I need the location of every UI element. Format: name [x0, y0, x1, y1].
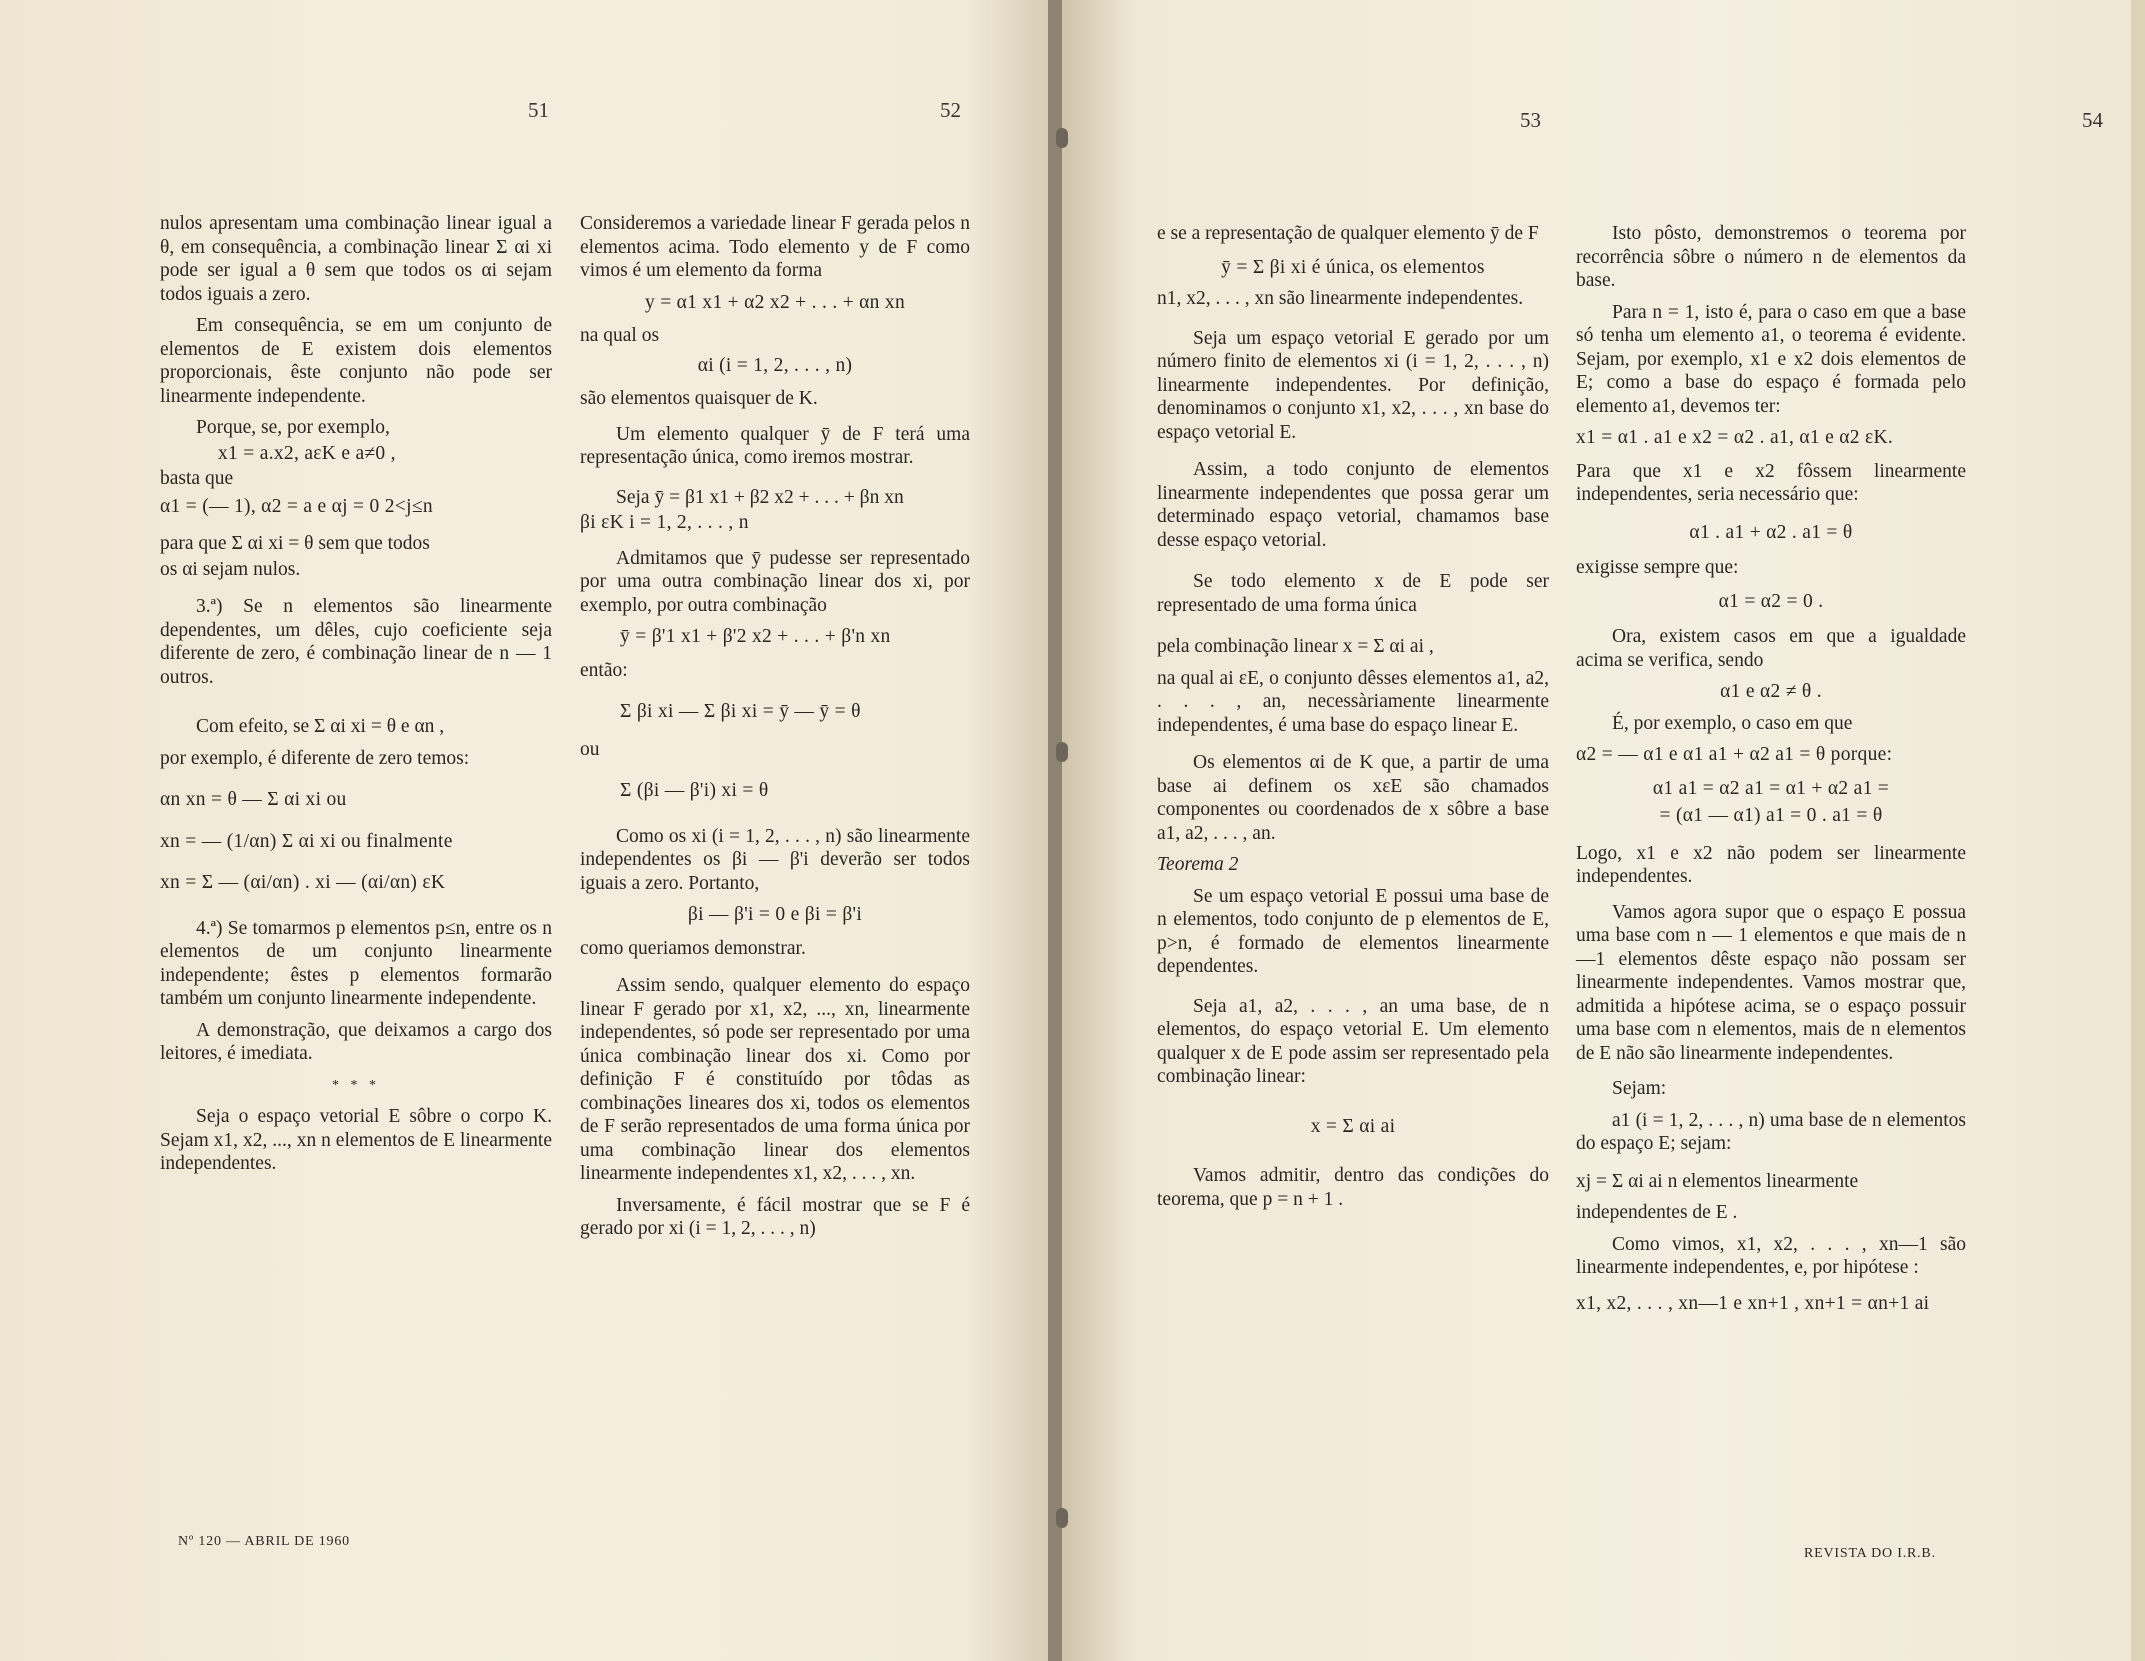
left-page-spread: [0, 0, 1048, 1661]
page-number-52: 52: [940, 98, 961, 122]
theorem-heading: Teorema 2: [1157, 854, 1239, 875]
page-number-53: 53: [1520, 108, 1541, 132]
equation: para que Σ αi xi = θ sem que todos: [160, 533, 430, 554]
paragraph: independentes de E .: [1576, 1202, 1738, 1223]
paragraph: A demonstração, que deixamos a cargo dos leitores, é imediata.: [160, 1019, 552, 1064]
binding-hole: [1056, 128, 1068, 148]
paragraph: a1 (i = 1, 2, . . . , n) uma base de n elementos do espaço E; sejam:: [1576, 1109, 1966, 1154]
column-page-52: [580, 212, 970, 1249]
column-page-54: [1576, 222, 1966, 1325]
column-page-53: [1157, 222, 1549, 1219]
equation: ȳ = Σ βi xi é única, os elementos: [1221, 256, 1485, 278]
footer-issue-date: Nº 120 — ABRIL DE 1960: [178, 1534, 350, 1549]
paragraph: Os elementos αi de K que, a partir de uma base ai definem os xεE são chamados componentes ou coordenados de x sôbre a base a1, a2, . . . , an.: [1157, 752, 1549, 844]
equation: α1 . a1 + α2 . a1 = θ: [1689, 521, 1853, 543]
paragraph: Como os xi (i = 1, 2, . . . , n) são linearmente independentes os βi — β'i deverão ser todos iguais a zero. Portanto,: [580, 825, 970, 894]
paragraph: Inversamente, é fácil mostrar que se F é gerado por xi (i = 1, 2, . . . , n): [580, 1194, 970, 1239]
paragraph: então:: [580, 659, 628, 681]
paragraph: são elementos quaisquer de K.: [580, 388, 818, 409]
equation: xn = Σ — (αi/αn) . xi — (αi/αn) εK: [160, 872, 446, 893]
equation: Seja ȳ = β1 x1 + β2 x2 + . . . + βn xn: [616, 486, 904, 508]
equation: Σ βi xi — Σ βi xi = ȳ — ȳ = θ: [620, 701, 861, 722]
paragraph: ou: [580, 738, 600, 760]
page-number-54: 54: [2082, 108, 2103, 132]
equation: αi (i = 1, 2, . . . , n): [697, 354, 853, 376]
equation: Com efeito, se Σ αi xi = θ e αn ,: [196, 716, 445, 737]
equation: α1 = (— 1), α2 = a e αj = 0 2<j≤n: [160, 495, 433, 517]
paragraph: Como vimos, x1, x2, . . . , xn—1 são linearmente independentes, e, por hipótese :: [1576, 1233, 1966, 1278]
paragraph: 4.ª) Se tomarmos p elementos p≤n, entre os n elementos de um conjunto linearmente independente; êstes p elementos formarão também um conjunto linearmente independente.: [160, 917, 552, 1009]
equation: pela combinação linear x = Σ αi ai ,: [1157, 636, 1434, 657]
right-page-spread: [1062, 0, 2145, 1661]
paragraph: Se um espaço vetorial E possui uma base de n elementos, todo conjunto de p elementos de E, p>n, é formado de elementos linearmente dependentes.: [1157, 885, 1549, 977]
paragraph: como queriamos demonstrar.: [580, 937, 806, 959]
paragraph: n1, x2, . . . , xn são linearmente independentes.: [1157, 288, 1524, 309]
paragraph: Se todo elemento x de E pode ser representado de uma forma única: [1157, 571, 1549, 616]
paragraph: Ora, existem casos em que a igualdade acima se verifica, sendo: [1576, 626, 1966, 671]
equation: α1 = α2 = 0 .: [1718, 590, 1824, 612]
column-page-51: [160, 212, 552, 1184]
paragraph: Vamos agora supor que o espaço E possua uma base com n — 1 elementos e que mais de n—1 elementos dêste espaço não possam ser linearmente independentes. Vamos mostrar que, admitida a hipótese acima, se o espaço possuir uma base com n elementos, mais de n elementos de E não são linearmente independentes.: [1576, 901, 1966, 1064]
paragraph: e se a representação de qualquer elemento ȳ de F: [1157, 223, 1539, 244]
paragraph: basta que: [160, 468, 234, 489]
paragraph: Para n = 1, isto é, para o caso em que a base só tenha um elemento a1, o teorema é evidente. Sejam, por exemplo, x1 e x2 dois elementos de E; como a base do espaço é formada pelo elemento a1, devemos ter:: [1576, 301, 1966, 417]
paragraph: Para que x1 e x2 fôssem linearmente independentes, seria necessário que:: [1576, 460, 1966, 505]
page-number-51: 51: [528, 98, 549, 122]
equation: βi — β'i = 0 e βi = β'i: [687, 904, 863, 925]
equation: α2 = — α1 e α1 a1 + α2 a1 = θ porque:: [1576, 744, 1893, 765]
paragraph: os αi sejam nulos.: [160, 558, 301, 580]
paragraph: Em consequência, se em um conjunto de elementos de E existem dois elementos proporcionais, êste conjunto não pode ser linearmente independente.: [160, 315, 552, 407]
equation: αn xn = θ — Σ αi xi ou: [160, 789, 347, 810]
section-separator: * * *: [332, 1077, 380, 1093]
paragraph: Consideremos a variedade linear F gerada pelos n elementos acima. Todo elemento y de F como vimos é um elemento da forma: [580, 213, 970, 281]
equation: α1 e α2 ≠ θ .: [1720, 681, 1822, 702]
equation: x = Σ αi ai: [1310, 1115, 1396, 1137]
equation: x1 = α1 . a1 e x2 = α2 . a1, α1 e α2 εK.: [1576, 427, 1894, 448]
equation: ȳ = β'1 x1 + β'2 x2 + . . . + β'n xn: [620, 626, 891, 647]
equation: y = α1 x1 + α2 x2 + . . . + αn xn: [644, 291, 906, 313]
binding-hole: [1056, 1508, 1068, 1528]
binding-hole: [1056, 742, 1068, 762]
paragraph: Vamos admitir, dentro das condições do teorema, que p = n + 1 .: [1157, 1165, 1549, 1210]
footer-journal-name: REVISTA DO I.R.B.: [1804, 1546, 1936, 1561]
paragraph: Sejam:: [1612, 1078, 1667, 1099]
equation: x1, x2, . . . , xn—1 e xn+1 , xn+1 = αn+1 ai: [1576, 1292, 1930, 1314]
equation: = (α1 — α1) a1 = 0 . a1 = θ: [1659, 805, 1883, 826]
paragraph: Seja a1, a2, . . . , an uma base, de n elementos, do espaço vetorial E. Um elemento qualquer x de E pode assim ser representado pela combinação linear:: [1157, 995, 1549, 1087]
paragraph: Assim, a todo conjunto de elementos linearmente independentes que possa gerar um determinado espaço vetorial, chamamos base desse espaço vetorial.: [1157, 459, 1549, 551]
paragraph: nulos apresentam uma combinação linear igual a θ, em consequência, a combinação linear Σ αi xi pode ser igual a θ sem que todos os αi sejam todos iguais a zero.: [160, 213, 552, 305]
paragraph: por exemplo, é diferente de zero temos:: [160, 747, 470, 769]
paragraph: Um elemento qualquer ȳ de F terá uma representação única, como iremos mostrar.: [580, 423, 970, 468]
equation: βi εK i = 1, 2, . . . , n: [580, 512, 749, 533]
equation: α1 a1 = α2 a1 = α1 + α2 a1 =: [1652, 777, 1890, 799]
paragraph: Assim sendo, qualquer elemento do espaço linear F gerado por x1, x2, ..., xn, linearmente independentes, só pode ser representado por uma única combinação linear dos xi. Como por definição F é constituído por tôdas as combinações lineares dos xi, todos os elementos de F serão representados de uma forma única por uma combinação linear dos elementos linearmente independentes x1, x2, . . . , xn.: [580, 975, 970, 1184]
equation: xn = — (1/αn) Σ αi xi ou finalmente: [160, 830, 453, 852]
paragraph: 3.ª) Se n elementos são linearmente dependentes, um dêles, cujo coeficiente seja diferente de zero, é combinação linear de n — 1 outros.: [160, 596, 552, 688]
paragraph: Seja um espaço vetorial E gerado por um número finito de elementos xi (i = 1, 2, . . . , n) linearmente independentes. Por definição, denominamos o conjunto x1, x2, . . . , xn base do espaço vetorial E.: [1157, 327, 1549, 443]
paragraph: É, por exemplo, o caso em que: [1612, 712, 1853, 734]
book-gutter: [1048, 0, 1062, 1661]
paragraph: Admitamos que ȳ pudesse ser representado por uma outra combinação linear dos xi, por exemplo, por outra combinação: [580, 547, 970, 616]
equation: x1 = a.x2, aεK e a≠0 ,: [218, 442, 396, 464]
page-edge: [2131, 0, 2145, 1661]
paragraph: na qual os: [580, 325, 660, 346]
paragraph: Seja o espaço vetorial E sôbre o corpo K. Sejam x1, x2, ..., xn n elementos de E linearmente independentes.: [160, 1106, 552, 1174]
paragraph: Porque, se, por exemplo,: [196, 417, 390, 438]
paragraph: Logo, x1 e x2 não podem ser linearmente independentes.: [1576, 842, 1966, 887]
equation: xj = Σ αi ai n elementos linearmente: [1576, 1170, 1859, 1192]
paragraph: exigisse sempre que:: [1576, 557, 1739, 578]
paragraph: Isto pôsto, demonstremos o teorema por recorrência sôbre o número n de elementos da base.: [1576, 223, 1966, 291]
equation: Σ (βi — β'i) xi = θ: [620, 780, 769, 801]
paragraph: na qual ai εE, o conjunto dêsses elementos a1, a2, . . . , an, necessàriamente linearmente independentes, é uma base do espaço linear E.: [1157, 667, 1549, 736]
